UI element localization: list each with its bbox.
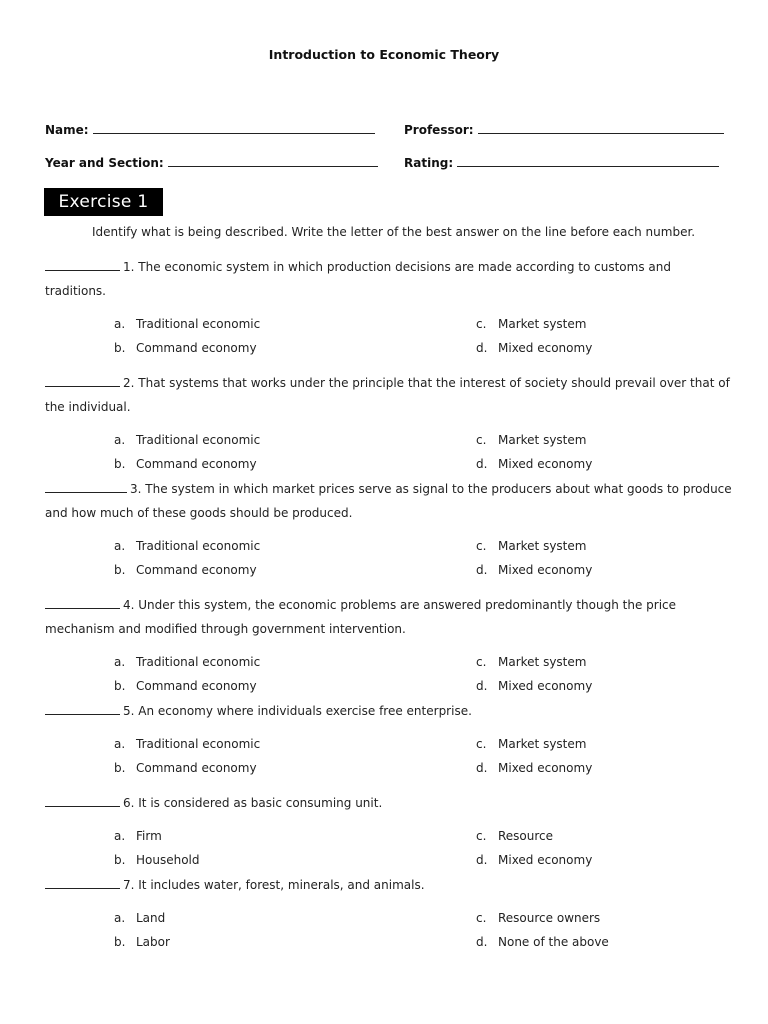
option-c: c. Market system xyxy=(476,737,587,751)
question-2 xyxy=(45,371,735,419)
year-section-field[interactable] xyxy=(45,154,378,170)
question-1 xyxy=(45,255,735,303)
option-c: c. Resource owners xyxy=(476,911,601,925)
answer-blank[interactable] xyxy=(45,703,120,715)
question-3 xyxy=(45,477,735,525)
question-text: 2. That systems that works under the principle that the interest of society should prevail over that of the individual. xyxy=(45,376,730,414)
professor-line[interactable] xyxy=(478,121,724,134)
option-d: d. Mixed economy xyxy=(476,761,593,775)
name-field[interactable] xyxy=(45,121,375,137)
option-b: b. Command economy xyxy=(114,761,257,775)
question-text: 3. The system in which market prices serve as signal to the producers about what goods to produce and how much of these goods should be produced. xyxy=(45,482,732,520)
option-c: c. Resource xyxy=(476,829,554,843)
option-d: d. Mixed economy xyxy=(476,341,593,355)
option-d: d. Mixed economy xyxy=(476,853,593,867)
option-a: a. Firm xyxy=(114,829,162,843)
professor-field[interactable] xyxy=(404,121,724,137)
professor-label: Professor: xyxy=(404,123,474,137)
question-4 xyxy=(45,593,735,641)
option-a: a. Traditional economic xyxy=(114,433,261,447)
option-d: d. Mixed economy xyxy=(476,457,593,471)
option-c: c. Market system xyxy=(476,539,587,553)
question-text: 7. It includes water, forest, minerals, and animals. xyxy=(123,878,425,892)
option-d: d. None of the above xyxy=(476,935,609,949)
question-7 xyxy=(45,873,735,897)
instructions: Identify what is being described. Write the letter of the best answer on the line before each number. xyxy=(92,225,696,239)
option-a: a. Traditional economic xyxy=(114,539,261,553)
question-text: 6. It is considered as basic consuming unit. xyxy=(123,796,383,810)
answer-blank[interactable] xyxy=(45,375,120,387)
year-section-label: Year and Section: xyxy=(45,156,164,170)
option-b: b. Command economy xyxy=(114,457,257,471)
option-a: a. Traditional economic xyxy=(114,317,261,331)
option-c: c. Market system xyxy=(476,317,587,331)
option-b: b. Command economy xyxy=(114,341,257,355)
option-b: b. Command economy xyxy=(114,679,257,693)
answer-blank[interactable] xyxy=(45,795,120,807)
option-c: c. Market system xyxy=(476,433,587,447)
option-b: b. Command economy xyxy=(114,563,257,577)
option-d: d. Mixed economy xyxy=(476,563,593,577)
answer-blank[interactable] xyxy=(45,877,120,889)
answer-blank[interactable] xyxy=(45,481,127,493)
name-line[interactable] xyxy=(93,121,375,134)
answer-blank[interactable] xyxy=(45,259,120,271)
question-text: 5. An economy where individuals exercise free enterprise. xyxy=(123,704,472,718)
name-label: Name: xyxy=(45,123,89,137)
question-text: 4. Under this system, the economic problems are answered predominantly though the price mechanism and modified through government intervention. xyxy=(45,598,677,636)
option-b: b. Household xyxy=(114,853,200,867)
option-b: b. Labor xyxy=(114,935,170,949)
rating-label: Rating: xyxy=(404,156,454,170)
option-a: a. Land xyxy=(114,911,166,925)
rating-line[interactable] xyxy=(457,154,719,167)
year-section-line[interactable] xyxy=(168,154,378,167)
question-text: 1. The economic system in which production decisions are made according to customs and traditions. xyxy=(45,260,671,298)
question-5 xyxy=(45,699,735,723)
option-a: a. Traditional economic xyxy=(114,655,261,669)
rating-field[interactable] xyxy=(404,154,719,170)
answer-blank[interactable] xyxy=(45,597,120,609)
exercise-heading: Exercise 1 xyxy=(44,188,163,216)
option-c: c. Market system xyxy=(476,655,587,669)
option-d: d. Mixed economy xyxy=(476,679,593,693)
option-a: a. Traditional economic xyxy=(114,737,261,751)
question-6 xyxy=(45,791,735,815)
page-title: Introduction to Economic Theory xyxy=(268,47,500,62)
